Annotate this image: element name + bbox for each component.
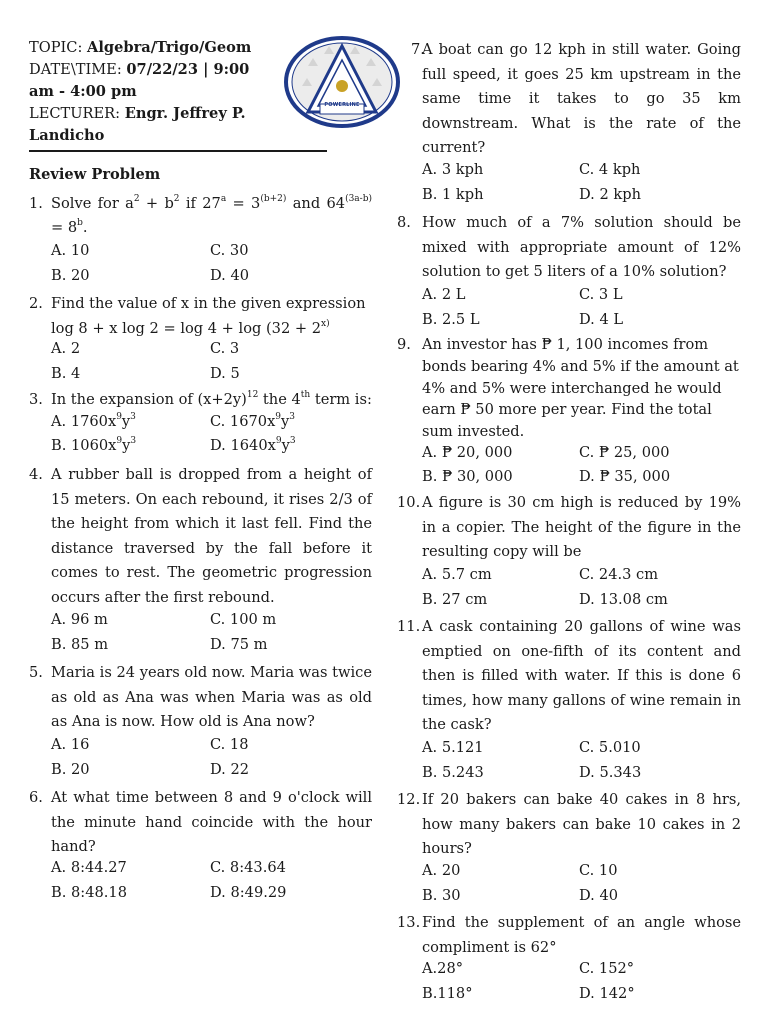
choice-c[interactable]: C. 3 <box>210 340 240 357</box>
question-text: Find the supplement of an angle whose compliment is 62° <box>422 914 741 956</box>
question-2: 2. Find the value of x in the given expression log 8 + x $\log 2 = \log 4 + \log (32 + 2^{x)}$ <box>29 291 372 341</box>
choice-b[interactable]: B. $1060x^9y^3$ <box>51 436 137 454</box>
header-divider <box>29 150 327 152</box>
choice-b[interactable]: B. 2.5 L <box>422 311 480 328</box>
question-11: 11. A cask containing 20 gallons of wine was emptied on one-fifth of its content and then is filled with water. If this is done 6 times, how many gallons of wine remain in the cask? <box>397 615 741 738</box>
choice-d[interactable]: D. 40 <box>210 267 250 284</box>
datetime-value: 07/22/23 | 9:00 <box>126 61 250 78</box>
choice-d[interactable]: D. 75 m <box>210 636 268 653</box>
choice-d[interactable]: D. 40 <box>579 887 619 904</box>
question-text: A boat can go 12 kph in still water. Going full speed, it goes 25 km upstream in the same time it takes to go 35 km downstream. What is the rate of the current? <box>422 41 741 157</box>
choice-d[interactable]: D. 142° <box>579 985 635 1002</box>
choice-b[interactable]: B. 85 m <box>51 636 109 653</box>
choice-c[interactable]: C. 18 <box>210 736 249 753</box>
question-text: A figure is 30 cm high is reduced by 19% in a copier. The height of the figure in the resulting copy will be <box>422 494 741 561</box>
question-13: 13. Find the supplement of an angle whose compliment is 62° <box>397 911 741 960</box>
question-6: 6. At what time between 8 and 9 o'clock will the minute hand coincide with the hour hand? <box>29 786 372 860</box>
choice-c[interactable]: C. 152° <box>579 960 635 977</box>
question-8: 8. How much of a 7% solution should be mixed with appropriate amount of 12% solution to get 5 liters of a 10% solution? <box>397 211 741 285</box>
choice-a[interactable]: A. $1760x^9y^3$ <box>51 412 136 430</box>
choice-c[interactable]: C. 8:43.64 <box>210 859 286 876</box>
choice-b[interactable]: B. 27 cm <box>422 591 488 608</box>
question-5: 5. Maria is 24 years old now. Maria was twice as old as Ana was when Maria was as old as Ana is now. How old is Ana now? <box>29 661 372 735</box>
datetime-line: DATE\TIME: 07/22/23 | 9:00 <box>29 61 250 78</box>
choice-b[interactable]: B. 4 <box>51 365 81 382</box>
question-9: 9. An investor has ₱ 1, 100 incomes from bonds bearing 4% and 5% if the amount at 4% and 5% were interchanged he would earn ₱ 50 more per year. Find the total sum invested. <box>397 334 741 443</box>
topic-value: Algebra/Trigo/Geom <box>87 39 252 56</box>
choice-c[interactable]: C. 100 m <box>210 611 277 628</box>
choice-c[interactable]: C. $1670x^9y^3$ <box>210 412 296 430</box>
choice-a[interactable]: A. ₱ 20, 000 <box>422 444 513 461</box>
choice-a[interactable]: A. 2 L <box>422 286 466 303</box>
choice-c[interactable]: C. 10 <box>579 862 618 879</box>
choice-b[interactable]: B. 8:48.18 <box>51 884 127 901</box>
question-text: Maria is 24 years old now. Maria was twice as old as Ana was when Maria was as old as Ana is now. How old is Ana now? <box>51 664 372 731</box>
topic-line: TOPIC: Algebra/Trigo/Geom <box>29 39 252 56</box>
question-text: In the expansion of $(x+2y)^{12}$ the 4th term is: <box>51 390 372 408</box>
choice-d[interactable]: D. 5 <box>210 365 240 382</box>
question-text: Find the value of x in the given expression log 8 + x $\log 2 = \log 4 + \log (32 + 2^{x)}$ <box>51 295 366 337</box>
choice-c[interactable]: C. ₱ 25, 000 <box>579 444 670 461</box>
question-10: 10. A figure is 30 cm high is reduced by 19% in a copier. The height of the figure in the resulting copy will be <box>397 491 741 565</box>
choice-d[interactable]: D. 4 L <box>579 311 624 328</box>
choice-b[interactable]: B. 20 <box>51 761 90 778</box>
choice-b[interactable]: B. ₱ 30, 000 <box>422 468 513 485</box>
lecturer-value: Engr. Jeffrey P. <box>124 105 246 122</box>
logo-wordmark: POWERLINE <box>324 102 360 108</box>
section-title: Review Problem <box>29 166 161 183</box>
choice-d[interactable]: D. $1640x^9y^3$ <box>210 436 296 454</box>
choice-a[interactable]: A. 3 kph <box>422 161 484 178</box>
choice-a[interactable]: A.28° <box>422 960 464 977</box>
question-text: An investor has ₱ 1, 100 incomes from bonds bearing 4% and 5% if the amount at 4% and 5% were interchanged he would earn ₱ 50 more per year. Find the total sum invested. <box>422 336 739 441</box>
choice-a[interactable]: A. 96 m <box>51 611 108 628</box>
choice-c[interactable]: C. 3 L <box>579 286 623 303</box>
choice-c[interactable]: C. 5.010 <box>579 739 641 756</box>
choice-d[interactable]: D. 5.343 <box>579 764 642 781</box>
review-center-logo <box>284 36 400 128</box>
question-text: If 20 bakers can bake 40 cakes in 8 hrs, how many bakers can bake 10 cakes in 2 hours? <box>422 791 741 858</box>
choice-b[interactable]: B. 30 <box>422 887 461 904</box>
question-1: 1. Solve for $a^2 + b^2$ if $27^a = 3^{(b+2)}$ and $64^{(3a-b)} = 8^b$. <box>29 192 372 240</box>
question-text: A rubber ball is dropped from a height of 15 meters. On each rebound, it rises 2/3 of the height from which it last fell. Find the distance traversed by the fall before it comes to rest. The geometric progression occurs after the first rebound. <box>51 466 372 606</box>
choice-a[interactable]: A. 5.7 cm <box>422 566 492 583</box>
choice-d[interactable]: D. 22 <box>210 761 250 778</box>
question-3: 3. In the expansion of $(x+2y)^{12}$ the 4th term is: <box>29 389 372 411</box>
choice-a[interactable]: A. 20 <box>422 862 461 879</box>
choice-d[interactable]: D. 13.08 cm <box>579 591 668 608</box>
question-12: 12. If 20 bakers can bake 40 cakes in 8 hrs, how many bakers can bake 10 cakes in 2 hours? <box>397 788 741 862</box>
choice-a[interactable]: A. 8:44.27 <box>51 859 127 876</box>
question-text: Solve for $a^2 + b^2$ if $27^a = 3^{(b+2)}$ and $64^{(3a-b)} = 8^b$. <box>51 194 372 236</box>
question-text: A cask containing 20 gallons of wine was emptied on one-fifth of its content and then is filled with water. If this is done 6 times, how many gallons of wine remain in the cask? <box>422 618 741 734</box>
choice-c[interactable]: C. 4 kph <box>579 161 641 178</box>
choice-b[interactable]: B. 5.243 <box>422 764 484 781</box>
choice-d[interactable]: D. 8:49.29 <box>210 884 287 901</box>
choice-a[interactable]: A. 5.121 <box>422 739 484 756</box>
question-text: How much of a 7% solution should be mixed with appropriate amount of 12% solution to get 5 liters of a 10% solution? <box>422 214 741 281</box>
question-4: 4. A rubber ball is dropped from a height of 15 meters. On each rebound, it rises 2/3 of the height from which it last fell. Find the distance traversed by the fall before it comes to rest. The geometric progression occurs after the first rebound. <box>29 463 372 611</box>
choice-b[interactable]: B.118° <box>422 985 473 1002</box>
question-7: 7. A boat can go 12 kph in still water. Going full speed, it goes 25 km upstream in the same time it takes to go 35 km downstream. What is the rate of the current? <box>397 38 741 161</box>
choice-c[interactable]: C. 24.3 cm <box>579 566 659 583</box>
choice-a[interactable]: A. 16 <box>51 736 90 753</box>
choice-c[interactable]: C. 30 <box>210 242 249 259</box>
question-text: At what time between 8 and 9 o'clock will the minute hand coincide with the hour hand? <box>51 789 372 856</box>
choice-a[interactable]: A. 10 <box>51 242 90 259</box>
choice-a[interactable]: A. 2 <box>51 340 81 357</box>
choice-d[interactable]: D. ₱ 35, 000 <box>579 468 671 485</box>
choice-d[interactable]: D. 2 kph <box>579 186 641 203</box>
choice-b[interactable]: B. 1 kph <box>422 186 484 203</box>
datetime-cont: am - 4:00 pm <box>29 83 137 100</box>
lecturer-cont: Landicho <box>29 127 105 144</box>
lecturer-line: LECTURER: Engr. Jeffrey P. <box>29 105 246 122</box>
choice-b[interactable]: B. 20 <box>51 267 90 284</box>
